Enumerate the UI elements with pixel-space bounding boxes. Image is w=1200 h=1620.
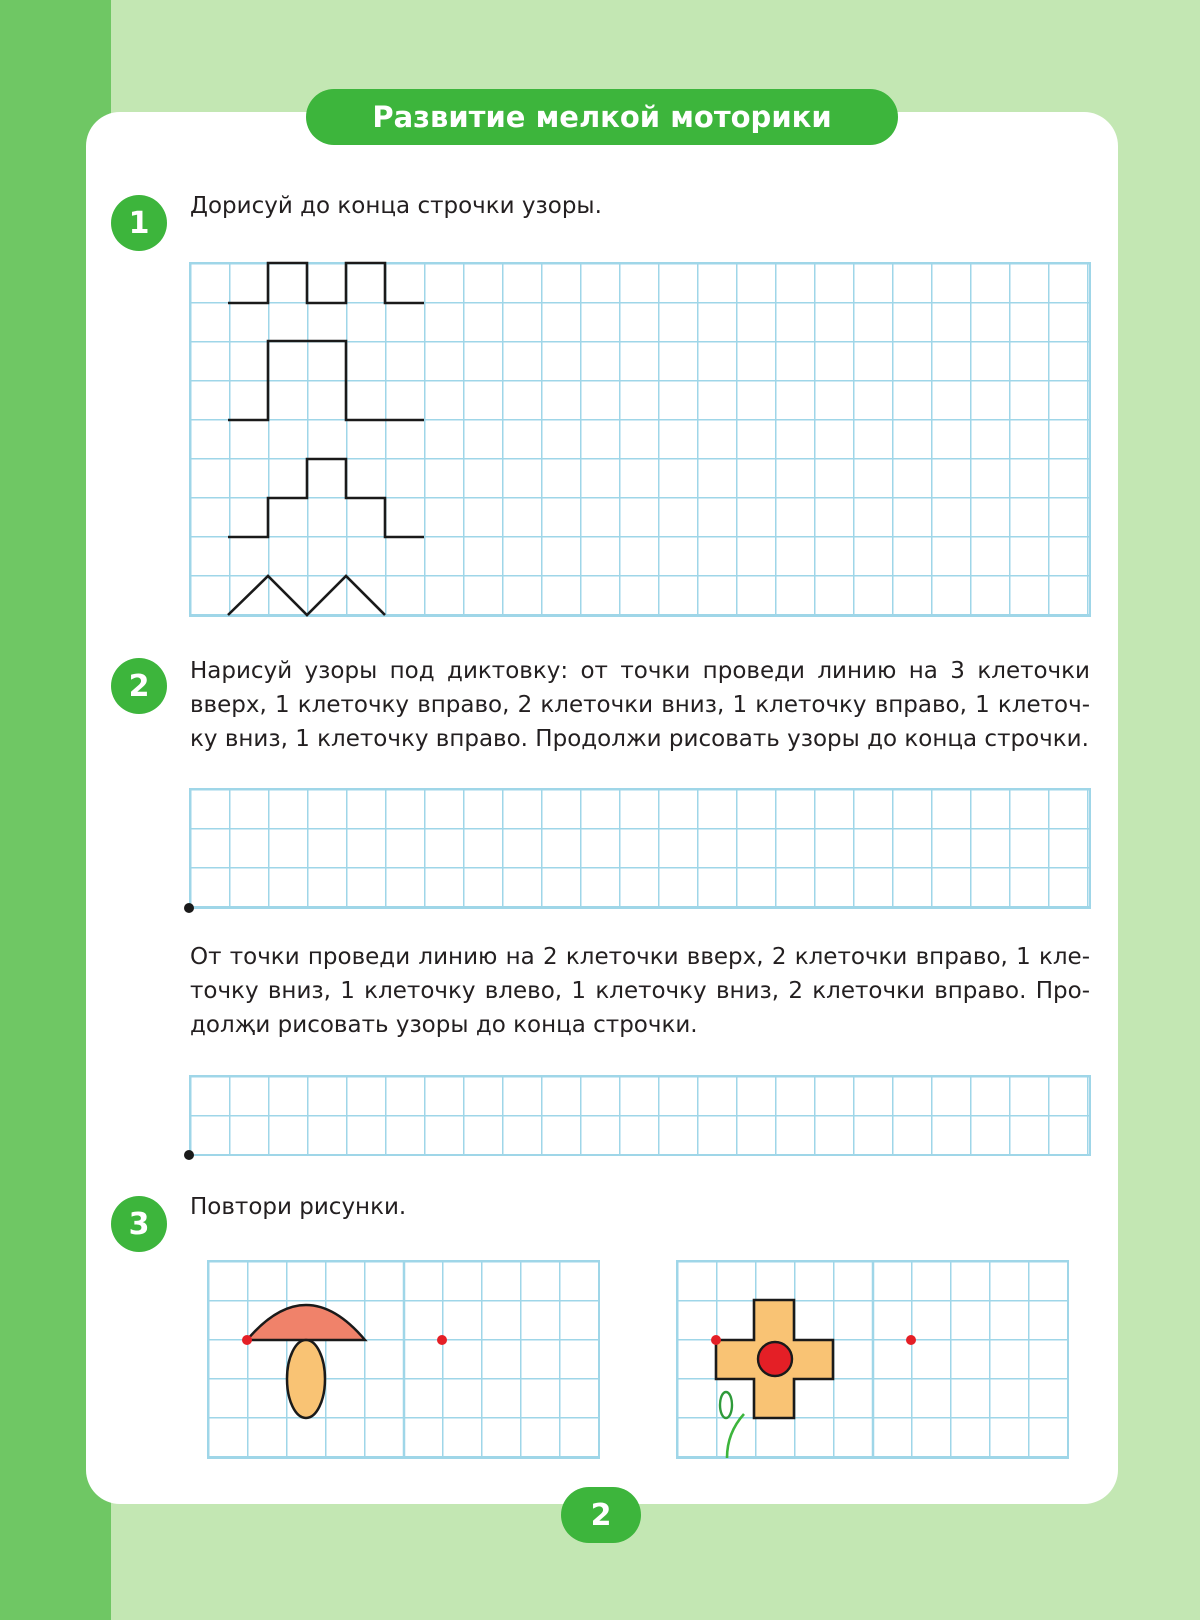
- task-3-number: 3: [111, 1196, 167, 1252]
- page-number: 2: [561, 1487, 641, 1543]
- task-1-number: 1: [111, 195, 167, 251]
- task-3-instruction: Повтори рисунки.: [190, 1194, 407, 1220]
- mushroom-cap: [247, 1305, 365, 1340]
- flower-drawing: [711, 1300, 833, 1458]
- page-title: Развитие мелкой моторики: [306, 89, 898, 145]
- mushroom-drawing: [242, 1305, 365, 1418]
- start-dot-red: [906, 1335, 916, 1345]
- flower-leaf: [720, 1392, 732, 1418]
- start-dot-red: [711, 1335, 721, 1345]
- task-1-instruction: Дорисуй до конца строчки узоры.: [190, 193, 602, 219]
- task-2-instruction-1: Нарисуй узоры под диктовку: от точки проведи линию на 3 клеточки вверх, 1 клеточку вправо, 2 клеточки вниз, 1 клеточку вправо, 1 клеточ- ку вниз, 1 клеточку вправо. Продолжи рисовать узоры до конца строчки.: [190, 658, 1090, 752]
- flower-stem: [727, 1414, 744, 1458]
- start-dot-red: [437, 1335, 447, 1345]
- flower-center: [758, 1342, 792, 1376]
- task-2-instruction-2: От точки проведи линию на 2 клеточки вверх, 2 клеточки вправо, 1 кле- точку вниз, 1 клеточку влево, 1 клеточку вниз, 2 клеточки вправо. Про- долҗи рисовать узоры до конца строчки.: [190, 944, 1090, 1038]
- start-dot-red: [242, 1335, 252, 1345]
- task-2-number: 2: [111, 658, 167, 714]
- mushroom-stem: [287, 1340, 325, 1418]
